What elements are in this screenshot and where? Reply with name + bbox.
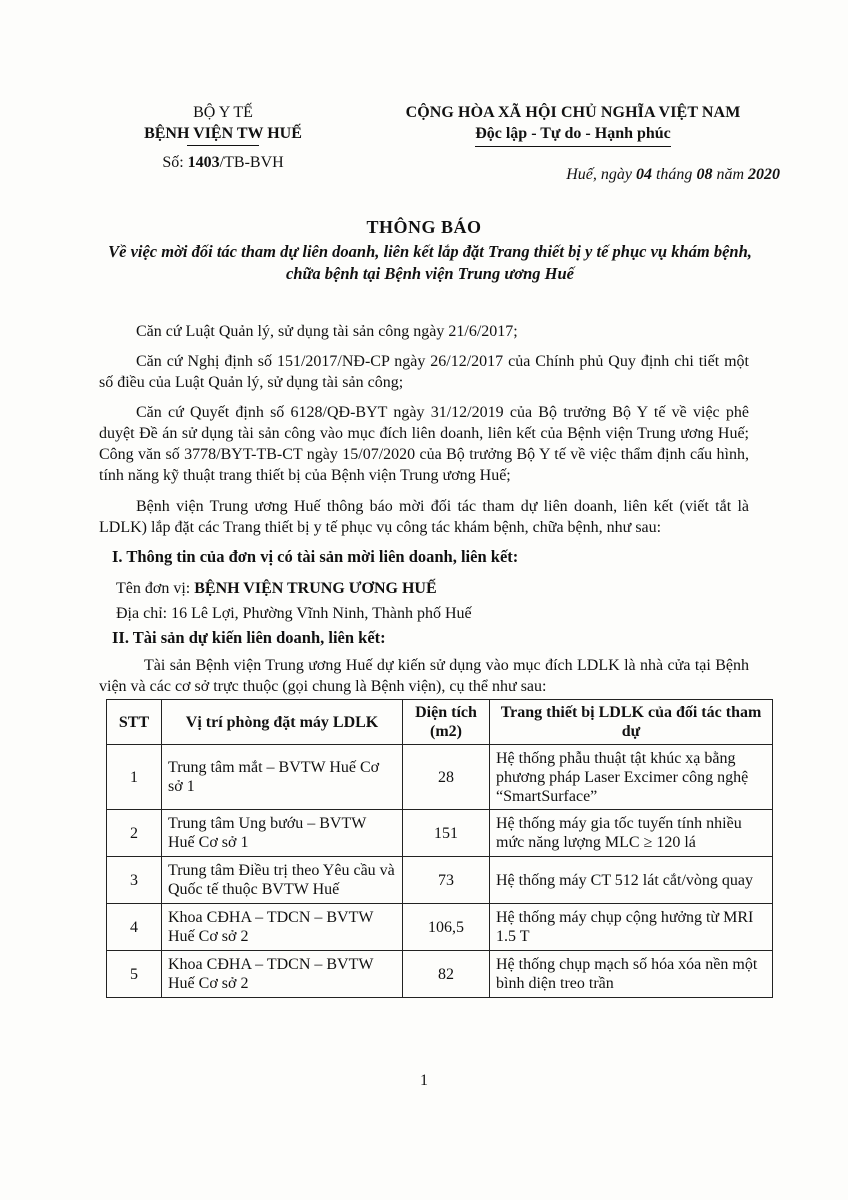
header-area: Diện tích (m2) (403, 700, 490, 745)
equipment-table (106, 699, 773, 998)
cell-location: Khoa CĐHA – TDCN – BVTW Huế Cơ sở 2 (162, 951, 403, 998)
document-subtitle: Về việc mời đối tác tham dự liên doanh, liên kết lắp đặt Trang thiết bị y tế phục vụ khám bệnh, chữa bệnh tại Bệnh viện Trung ương Huế (108, 242, 752, 283)
hospital-name: BỆNH VIỆN TW HUẾ (144, 125, 302, 142)
date-month: 08 (696, 166, 713, 183)
cell-equipment: Hệ thống máy gia tốc tuyến tính nhiều mức năng lượng MLC ≥ 120 lá (490, 810, 773, 857)
section-2-intro: Tài sản Bệnh viện Trung ương Huế dự kiến sử dụng vào mục đích LDLK là nhà cửa tại Bệnh viện và các cơ sở trực thuộc (gọi chung là Bệnh viện), cụ thể như sau: (99, 657, 749, 695)
page-number: 1 (420, 1072, 428, 1089)
table-row (107, 951, 773, 998)
header-equipment: Trang thiết bị LDLK của đối tác tham dự (490, 700, 773, 745)
cell-stt: 4 (107, 904, 162, 951)
section-2-heading: II. Tài sản dự kiến liên doanh, liên kết: (112, 628, 386, 647)
section-1-heading: I. Thông tin của đơn vị có tài sản mời liên doanh, liên kết: (112, 547, 519, 566)
legal-basis-1: Căn cứ Luật Quản lý, sử dụng tài sản công ngày 21/6/2017; (136, 323, 518, 340)
doc-number-value: 1403 (187, 154, 220, 171)
document-number (118, 152, 328, 173)
national-header (368, 102, 778, 147)
cell-stt: 2 (107, 810, 162, 857)
cell-stt: 1 (107, 745, 162, 810)
table-row (107, 810, 773, 857)
ministry-name: BỘ Y TẾ (193, 104, 253, 121)
date-day: 04 (635, 166, 652, 183)
issuer-block (118, 102, 328, 173)
nation-name: CỘNG HÒA XÃ HỘI CHỦ NGHĨA VIỆT NAM (405, 104, 741, 121)
date-month-word: tháng (651, 166, 697, 183)
cell-stt: 3 (107, 857, 162, 904)
national-motto: Độc lập - Tự do - Hạnh phúc (475, 125, 671, 142)
doc-label: Số: (162, 154, 188, 171)
cell-area: 28 (403, 745, 490, 810)
cell-location: Trung tâm Ung bướu – BVTW Huế Cơ sở 1 (162, 810, 403, 857)
announcement-paragraph: Bệnh viện Trung ương Huế thông báo mời đối tác tham dự liên doanh, liên kết (viết tắt là LDLK) lắp đặt các Trang thiết bị y tế phục vụ công tác khám bệnh, chữa bệnh, như sau: (99, 498, 749, 536)
issuer-underline (187, 145, 259, 146)
date-year-word: năm (712, 166, 748, 183)
legal-basis-2: Căn cứ Nghị định số 151/2017/NĐ-CP ngày 26/12/2017 của Chính phủ Quy định chi tiết một số điều của Luật Quản lý, sử dụng tài sản công; (99, 353, 749, 391)
cell-area: 151 (403, 810, 490, 857)
header-stt: STT (107, 700, 162, 745)
cell-equipment: Hệ thống chụp mạch số hóa xóa nền một bình diện treo trần (490, 951, 773, 998)
doc-suffix: /TB-BVH (219, 154, 284, 171)
motto-underline (475, 146, 671, 147)
header-location: Vị trí phòng đặt máy LDLK (162, 700, 403, 745)
table-row (107, 904, 773, 951)
unit-label: Tên đơn vị: (116, 580, 195, 597)
table-row (107, 745, 773, 810)
cell-area: 106,5 (403, 904, 490, 951)
cell-location: Trung tâm mắt – BVTW Huế Cơ sở 1 (162, 745, 403, 810)
cell-stt: 5 (107, 951, 162, 998)
legal-basis-3: Căn cứ Quyết định số 6128/QĐ-BYT ngày 31/12/2019 của Bộ trưởng Bộ Y tế về việc phê duyệt Đề án sử dụng tài sản công vào mục đích liên doanh, liên kết của Bệnh viện Trung ương Huế; Công văn số 3778/BYT-TB-CT ngày 15/07/2020 của Bộ trưởng Bộ Y tế về việc thẩm định cấu hình, tính năng kỹ thuật trang thiết bị của Bệnh viện Trung ương Huế; (99, 404, 749, 484)
address-line: Địa chỉ: 16 Lê Lợi, Phường Vĩnh Ninh, Thành phố Huế (116, 605, 472, 622)
table-row (107, 857, 773, 904)
cell-equipment: Hệ thống phẫu thuật tật khúc xạ bằng phương pháp Laser Excimer công nghệ “SmartSurface” (490, 745, 773, 810)
table-header-row (107, 700, 773, 745)
cell-equipment: Hệ thống máy chụp cộng hưởng từ MRI 1.5 T (490, 904, 773, 951)
cell-area: 73 (403, 857, 490, 904)
unit-name-line (116, 578, 437, 599)
cell-location: Trung tâm Điều trị theo Yêu cầu và Quốc tế thuộc BVTW Huế (162, 857, 403, 904)
unit-name: BỆNH VIỆN TRUNG ƯƠNG HUẾ (194, 580, 437, 597)
place-date (480, 166, 780, 184)
document-title: THÔNG BÁO (366, 217, 482, 237)
cell-area: 82 (403, 951, 490, 998)
cell-equipment: Hệ thống máy CT 512 lát cắt/vòng quay (490, 857, 773, 904)
date-prefix: Huế, ngày (566, 166, 636, 183)
date-year: 2020 (748, 166, 780, 183)
cell-location: Khoa CĐHA – TDCN – BVTW Huế Cơ sở 2 (162, 904, 403, 951)
